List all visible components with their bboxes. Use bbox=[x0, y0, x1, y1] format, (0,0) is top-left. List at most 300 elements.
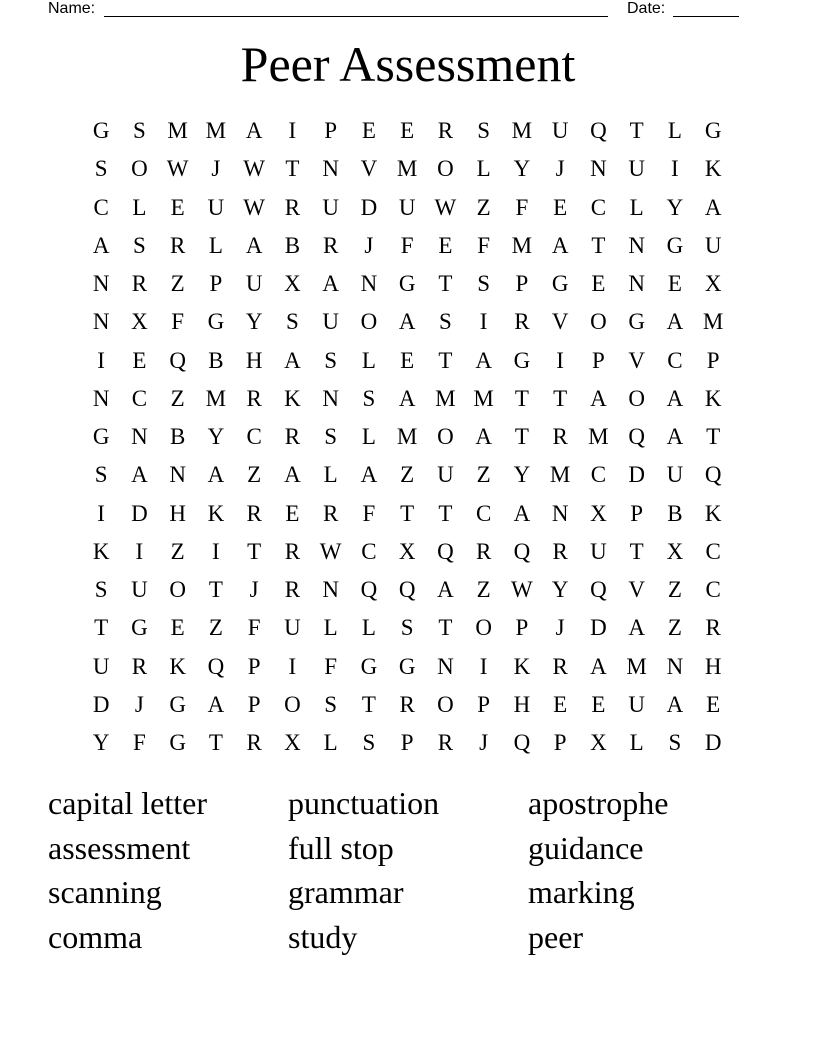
grid-letter: U bbox=[704, 232, 722, 258]
grid-letter: D bbox=[131, 500, 148, 526]
grid-letter: A bbox=[245, 232, 263, 258]
grid-letter: I bbox=[97, 500, 105, 526]
word-list-item: peer bbox=[528, 918, 584, 955]
grid-letter: V bbox=[551, 309, 569, 335]
grid-letter: N bbox=[628, 232, 645, 258]
grid-letter: B bbox=[208, 347, 224, 373]
grid-letter: M bbox=[626, 653, 647, 679]
grid-letter: A bbox=[590, 653, 607, 679]
grid-letter: N bbox=[590, 156, 607, 182]
grid-letter: T bbox=[438, 615, 453, 641]
grid-letter: B bbox=[169, 424, 186, 450]
grid-letter: P bbox=[515, 615, 529, 641]
grid-letter: Q bbox=[704, 462, 722, 488]
grid-letter: T bbox=[514, 385, 529, 411]
grid-letter: G bbox=[398, 271, 416, 297]
grid-letter: I bbox=[556, 347, 564, 373]
grid-letter: M bbox=[511, 232, 533, 258]
grid-letter: C bbox=[246, 424, 262, 450]
grid-letter: D bbox=[704, 730, 722, 756]
grid-letter: T bbox=[285, 156, 300, 182]
grid-letter: Y bbox=[551, 577, 569, 603]
grid-letter: Z bbox=[247, 462, 262, 488]
grid-letter: R bbox=[284, 194, 301, 220]
grid-letter: L bbox=[208, 232, 223, 258]
grid-letter: S bbox=[94, 156, 108, 182]
grid-letter: M bbox=[205, 118, 227, 144]
grid-letter: R bbox=[322, 500, 339, 526]
grid-letter: U bbox=[551, 118, 569, 144]
grid-letter: Y bbox=[513, 156, 531, 182]
grid-letter: X bbox=[590, 730, 607, 756]
grid-letter: I bbox=[671, 156, 679, 182]
word-list-item: punctuation bbox=[288, 785, 440, 821]
grid-letter: L bbox=[476, 156, 491, 182]
grid-letter: R bbox=[169, 232, 186, 258]
grid-letter: N bbox=[322, 385, 339, 411]
grid-letter: E bbox=[132, 347, 147, 373]
grid-letter: A bbox=[437, 577, 454, 603]
grid-letter: H bbox=[513, 691, 531, 717]
grid-letter: T bbox=[208, 577, 223, 603]
grid-letter: T bbox=[438, 347, 453, 373]
grid-letter: B bbox=[667, 500, 683, 526]
grid-letter: C bbox=[667, 347, 683, 373]
grid-letter: O bbox=[437, 156, 454, 182]
grid-letter: N bbox=[92, 271, 110, 297]
grid-letter: K bbox=[207, 500, 225, 526]
grid-letter: G bbox=[666, 232, 684, 258]
grid-letter: K bbox=[92, 538, 110, 564]
grid-letter: P bbox=[400, 730, 414, 756]
grid-letter: M bbox=[511, 118, 533, 144]
grid-letter: N bbox=[666, 653, 684, 679]
grid-letter: A bbox=[475, 424, 492, 450]
grid-letter: G bbox=[513, 347, 531, 373]
grid-letter: I bbox=[288, 653, 297, 679]
grid-letter: F bbox=[362, 500, 376, 526]
grid-letter: T bbox=[438, 500, 453, 526]
grid-letter: D bbox=[590, 615, 607, 641]
page-title: Peer Assessment bbox=[240, 36, 576, 92]
grid-letter: T bbox=[94, 615, 109, 641]
grid-letter: A bbox=[628, 615, 645, 641]
grid-letter: Y bbox=[666, 194, 684, 220]
grid-letter: N bbox=[169, 462, 186, 488]
grid-letter: V bbox=[628, 577, 645, 603]
grid-letter: U bbox=[398, 194, 416, 220]
grid-letter: W bbox=[319, 538, 342, 564]
grid-letter: L bbox=[323, 730, 338, 756]
grid-letter: L bbox=[361, 424, 376, 450]
word-list-item: assessment bbox=[48, 829, 191, 866]
grid-letter: S bbox=[324, 347, 338, 373]
grid-letter: R bbox=[514, 309, 530, 335]
grid-letter: S bbox=[94, 577, 108, 603]
grid-letter: U bbox=[628, 156, 645, 182]
grid-letter: K bbox=[704, 156, 722, 182]
grid-letter: Q bbox=[360, 577, 378, 603]
grid-letter: I bbox=[135, 538, 144, 564]
grid-letter: P bbox=[591, 347, 605, 373]
grid-letter: E bbox=[553, 691, 568, 717]
grid-letter: G bbox=[704, 118, 722, 144]
grid-letter: E bbox=[667, 271, 682, 297]
grid-letter: E bbox=[438, 232, 453, 258]
grid-letter: F bbox=[477, 232, 491, 258]
grid-letter: U bbox=[284, 615, 301, 641]
grid-letter: T bbox=[629, 118, 644, 144]
grid-letter: M bbox=[167, 118, 188, 144]
date-label: Date: bbox=[627, 0, 666, 17]
grid-letter: G bbox=[92, 118, 110, 144]
grid-letter: U bbox=[207, 194, 225, 220]
grid-letter: A bbox=[398, 309, 416, 335]
grid-letter: A bbox=[590, 385, 607, 411]
grid-letter: O bbox=[131, 156, 148, 182]
grid-letter: M bbox=[588, 424, 609, 450]
grid-letter: W bbox=[166, 156, 189, 182]
grid-letter: T bbox=[706, 424, 721, 450]
grid-letter: G bbox=[131, 615, 148, 641]
grid-letter: U bbox=[437, 462, 454, 488]
grid-letter: Q bbox=[437, 538, 454, 564]
grid-letter: C bbox=[705, 577, 721, 603]
grid-letter: E bbox=[591, 271, 606, 297]
grid-letter: U bbox=[590, 538, 607, 564]
grid-letter: Z bbox=[170, 385, 185, 411]
grid-letter: N bbox=[322, 156, 339, 182]
grid-letter: R bbox=[552, 653, 568, 679]
grid-letter: O bbox=[628, 385, 645, 411]
grid-letter: I bbox=[288, 118, 297, 144]
grid-letter: A bbox=[666, 424, 684, 450]
grid-letter: A bbox=[398, 385, 416, 411]
grid-letter: K bbox=[513, 653, 531, 679]
grid-letter: G bbox=[92, 424, 110, 450]
grid-letter: E bbox=[285, 500, 300, 526]
grid-letter: R bbox=[552, 538, 568, 564]
grid-letter: F bbox=[324, 653, 338, 679]
grid-letter: A bbox=[704, 194, 722, 220]
grid-letter: M bbox=[473, 385, 494, 411]
word-list-item: marking bbox=[528, 874, 635, 910]
grid-letter: S bbox=[132, 118, 146, 144]
grid-letter: C bbox=[361, 538, 377, 564]
grid-letter: T bbox=[591, 232, 606, 258]
grid-letter: V bbox=[360, 156, 378, 182]
grid-letter: L bbox=[629, 730, 644, 756]
grid-letter: O bbox=[437, 424, 454, 450]
grid-letter: A bbox=[360, 462, 378, 488]
grid-letter: S bbox=[438, 309, 452, 335]
grid-letter: T bbox=[208, 730, 223, 756]
grid-letter: R bbox=[246, 500, 262, 526]
grid-letter: D bbox=[628, 462, 645, 488]
grid-letter: E bbox=[591, 691, 606, 717]
grid-letter: Z bbox=[208, 615, 223, 641]
grid-letter: A bbox=[284, 462, 301, 488]
grid-letter: Z bbox=[667, 577, 682, 603]
grid-letter: U bbox=[131, 577, 148, 603]
grid-letter: X bbox=[131, 309, 148, 335]
grid-letter: A bbox=[207, 462, 225, 488]
grid-letter: S bbox=[477, 271, 491, 297]
grid-letter: A bbox=[92, 232, 110, 258]
grid-letter: Y bbox=[513, 462, 531, 488]
grid-letter: S bbox=[94, 462, 108, 488]
grid-letter: E bbox=[553, 194, 568, 220]
grid-letter: C bbox=[705, 538, 721, 564]
grid-letter: R bbox=[705, 615, 721, 641]
grid-letter: L bbox=[323, 615, 338, 641]
grid-letter: S bbox=[132, 232, 146, 258]
grid-letter: Q bbox=[513, 730, 531, 756]
grid-letter: P bbox=[630, 500, 644, 526]
grid-letter: P bbox=[247, 691, 261, 717]
grid-letter: G bbox=[551, 271, 569, 297]
word-list-item: grammar bbox=[288, 874, 404, 910]
grid-letter: U bbox=[92, 653, 110, 679]
grid-letter: Q bbox=[513, 538, 531, 564]
grid-letter: D bbox=[92, 691, 110, 717]
grid-letter: R bbox=[322, 232, 339, 258]
grid-letter: Z bbox=[170, 538, 185, 564]
grid-letter: R bbox=[475, 538, 492, 564]
grid-letter: T bbox=[400, 500, 415, 526]
grid-letter: Z bbox=[400, 462, 415, 488]
grid-letter: T bbox=[514, 424, 529, 450]
grid-letter: R bbox=[284, 424, 301, 450]
grid-letter: C bbox=[131, 385, 148, 411]
grid-letter: T bbox=[361, 691, 376, 717]
grid-letter: G bbox=[360, 653, 378, 679]
grid-letter: A bbox=[513, 500, 531, 526]
grid-letter: Y bbox=[207, 424, 225, 450]
grid-letter: N bbox=[360, 271, 378, 297]
grid-letter: H bbox=[245, 347, 263, 373]
grid-letter: U bbox=[322, 309, 339, 335]
grid-letter: I bbox=[479, 309, 488, 335]
grid-letter: S bbox=[668, 730, 682, 756]
grid-letter: A bbox=[245, 118, 263, 144]
grid-letter: P bbox=[706, 347, 720, 373]
grid-letter: P bbox=[553, 730, 567, 756]
grid-letter: A bbox=[131, 462, 148, 488]
grid-letter: J bbox=[249, 577, 259, 603]
grid-letter: U bbox=[628, 691, 645, 717]
grid-letter: N bbox=[322, 577, 339, 603]
grid-letter: T bbox=[247, 538, 262, 564]
grid-letter: D bbox=[360, 194, 378, 220]
grid-letter: K bbox=[704, 500, 722, 526]
grid-letter: F bbox=[171, 309, 185, 335]
grid-letter: T bbox=[438, 271, 453, 297]
grid-letter: N bbox=[131, 424, 148, 450]
grid-letter: I bbox=[97, 347, 105, 373]
grid-letter: F bbox=[515, 194, 529, 220]
grid-letter: A bbox=[666, 309, 684, 335]
grid-letter: S bbox=[324, 691, 338, 717]
grid-letter: X bbox=[284, 730, 301, 756]
grid-letter: A bbox=[551, 232, 569, 258]
grid-letter: A bbox=[475, 347, 492, 373]
grid-letter: V bbox=[628, 347, 645, 373]
grid-letter: G bbox=[398, 653, 416, 679]
grid-letter: N bbox=[92, 309, 110, 335]
grid-letter: J bbox=[479, 730, 489, 756]
grid-letter: R bbox=[284, 538, 301, 564]
grid-letter: U bbox=[322, 194, 339, 220]
grid-letter: Z bbox=[170, 271, 185, 297]
grid-letter: Y bbox=[92, 730, 110, 756]
grid-letter: A bbox=[666, 385, 684, 411]
grid-letter: Q bbox=[398, 577, 416, 603]
grid-letter: O bbox=[284, 691, 301, 717]
grid-letter: X bbox=[398, 538, 416, 564]
date-field-line bbox=[673, 16, 739, 17]
grid-letter: P bbox=[209, 271, 223, 297]
name-field-line bbox=[104, 16, 608, 17]
grid-letter: O bbox=[590, 309, 607, 335]
grid-letter: E bbox=[361, 118, 376, 144]
name-label: Name: bbox=[48, 0, 96, 17]
grid-letter: M bbox=[396, 424, 418, 450]
grid-letter: Z bbox=[476, 577, 491, 603]
grid-letter: P bbox=[515, 271, 529, 297]
grid-letter: T bbox=[629, 538, 644, 564]
grid-letter: K bbox=[284, 385, 301, 411]
grid-letter: N bbox=[437, 653, 454, 679]
grid-letter: P bbox=[247, 653, 261, 679]
grid-letter: S bbox=[324, 424, 338, 450]
grid-letter: M bbox=[435, 385, 456, 411]
grid-letter: O bbox=[437, 691, 454, 717]
grid-letter: K bbox=[704, 385, 722, 411]
grid-letter: O bbox=[169, 577, 186, 603]
grid-letter: Y bbox=[245, 309, 263, 335]
grid-letter: O bbox=[360, 309, 378, 335]
grid-letter: L bbox=[667, 118, 682, 144]
grid-letter: R bbox=[131, 653, 148, 679]
grid-letter: M bbox=[205, 385, 227, 411]
header bbox=[0, 0, 816, 22]
grid-letter: Q bbox=[207, 653, 225, 679]
grid-letter: Z bbox=[476, 194, 491, 220]
grid-letter: R bbox=[437, 730, 454, 756]
grid-letter: L bbox=[361, 615, 376, 641]
grid-letter: F bbox=[400, 232, 414, 258]
grid-letter: R bbox=[399, 691, 415, 717]
grid-letter: K bbox=[169, 653, 186, 679]
grid-letter: H bbox=[169, 500, 186, 526]
grid-letter: Q bbox=[590, 577, 607, 603]
grid-letter: I bbox=[212, 538, 220, 564]
grid-letter: C bbox=[590, 462, 607, 488]
grid-letter: C bbox=[93, 194, 109, 220]
word-list-item: capital letter bbox=[48, 785, 208, 821]
grid-letter: N bbox=[628, 271, 645, 297]
grid-letter: R bbox=[246, 730, 262, 756]
grid-letter: R bbox=[131, 271, 148, 297]
grid-letter: X bbox=[704, 271, 722, 297]
grid-letter: J bbox=[555, 615, 565, 641]
grid-letter: U bbox=[245, 271, 263, 297]
grid-letter: P bbox=[477, 691, 491, 717]
grid-letter: M bbox=[702, 309, 724, 335]
grid-letter: S bbox=[400, 615, 414, 641]
grid-letter: J bbox=[211, 156, 221, 182]
grid-letter: L bbox=[629, 194, 644, 220]
grid-letter: R bbox=[246, 385, 262, 411]
grid-letter: P bbox=[324, 118, 338, 144]
grid-letter: R bbox=[552, 424, 568, 450]
grid-letter: L bbox=[132, 194, 147, 220]
word-list-item: full stop bbox=[288, 829, 394, 866]
grid-letter: L bbox=[323, 462, 338, 488]
grid-letter: Q bbox=[169, 347, 186, 373]
word-list-item: apostrophe bbox=[528, 785, 669, 821]
word-list-item: guidance bbox=[528, 829, 644, 866]
grid-letter: A bbox=[284, 347, 301, 373]
grid-letter: E bbox=[170, 615, 185, 641]
grid-letter: J bbox=[134, 691, 144, 717]
grid-letter: E bbox=[400, 118, 415, 144]
grid-letter: X bbox=[284, 271, 301, 297]
word-list-item: study bbox=[288, 918, 358, 955]
grid-letter: X bbox=[666, 538, 684, 564]
grid-letter: E bbox=[400, 347, 415, 373]
word-list-item: comma bbox=[48, 918, 143, 955]
grid-letter: N bbox=[551, 500, 569, 526]
grid-letter: L bbox=[361, 347, 376, 373]
grid-letter: S bbox=[362, 385, 376, 411]
grid-letter: Z bbox=[476, 462, 491, 488]
grid-letter: E bbox=[706, 691, 721, 717]
grid-letter: X bbox=[590, 500, 607, 526]
grid-letter: G bbox=[169, 730, 186, 756]
grid-letter: U bbox=[666, 462, 684, 488]
grid-letter: A bbox=[322, 271, 339, 297]
grid-letter: G bbox=[169, 691, 186, 717]
grid-letter: E bbox=[170, 194, 185, 220]
grid-letter: S bbox=[477, 118, 491, 144]
grid-letter: A bbox=[666, 691, 684, 717]
grid-letter: W bbox=[243, 194, 265, 220]
grid-letter: M bbox=[549, 462, 571, 488]
word-list-item: scanning bbox=[48, 874, 162, 910]
grid-letter: N bbox=[92, 385, 110, 411]
letter-grid bbox=[82, 112, 732, 762]
grid-letter: S bbox=[362, 730, 376, 756]
grid-letter: Z bbox=[667, 615, 682, 641]
grid-letter: W bbox=[243, 156, 265, 182]
grid-letter: H bbox=[704, 653, 722, 679]
grid-letter: W bbox=[434, 194, 457, 220]
grid-letter: J bbox=[555, 156, 565, 182]
grid-letter: B bbox=[284, 232, 301, 258]
grid-letter: A bbox=[207, 691, 225, 717]
grid-letter: W bbox=[511, 577, 533, 603]
grid-letter: I bbox=[479, 653, 488, 679]
grid-letter: C bbox=[590, 194, 607, 220]
grid-letter: O bbox=[475, 615, 492, 641]
grid-letter: Q bbox=[628, 424, 645, 450]
grid-letter: T bbox=[553, 385, 568, 411]
grid-letter: R bbox=[437, 118, 454, 144]
grid-letter: F bbox=[132, 730, 146, 756]
grid-letter: M bbox=[396, 156, 418, 182]
